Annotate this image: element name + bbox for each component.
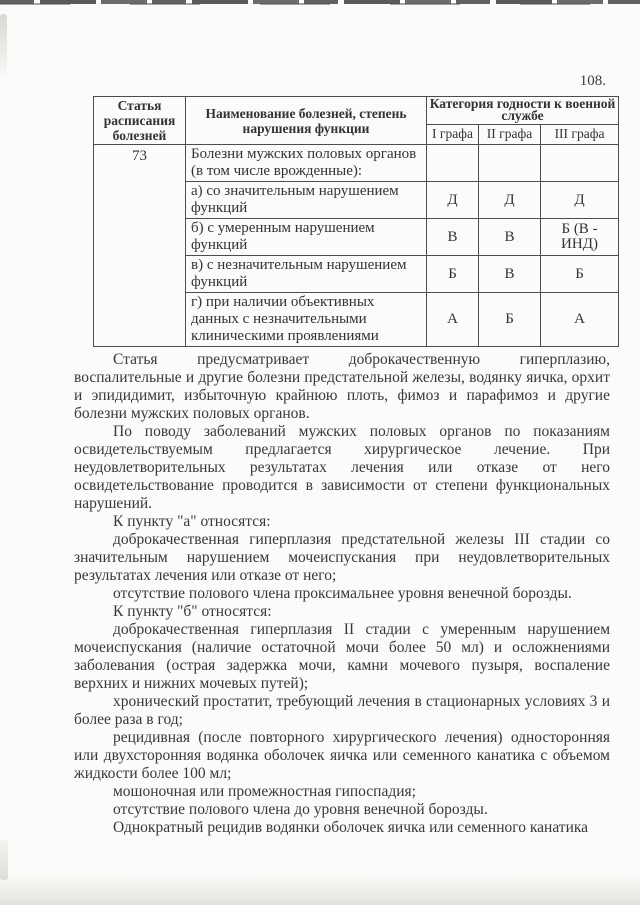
body-paragraph: доброкачественная гиперплазия II стадии с умеренным нарушением мочеиспускания (наличие остаточной мочи более 50 мл) и осложнениями заболевания (острая задержка мочи, камни мочевого пузыря, воспаление верхних и нижних мочевых путей); bbox=[74, 621, 610, 692]
disease-schedule-table bbox=[93, 96, 619, 347]
scan-left-smudge-top bbox=[0, 14, 7, 74]
grade-value-empty bbox=[541, 145, 619, 182]
header-category-col: Категория годности к военной службе bbox=[427, 97, 619, 125]
grade-value: Б bbox=[479, 293, 541, 347]
grade-value: Б bbox=[427, 256, 479, 293]
grade-value: В bbox=[479, 219, 541, 256]
body-paragraph: По поводу заболеваний мужских половых органов по показаниям освидетельствуемым предлагается хирургическое лечение. При неудовлетворительных результатах лечения или отказе от него освидетельствование проводится в зависимости от степени функциональных нарушений. bbox=[74, 423, 610, 512]
grade-value: Б (В - ИНД) bbox=[541, 219, 619, 256]
body-paragraph: К пункту "б" относятся: bbox=[113, 603, 272, 620]
header-article-col: Статья расписания болезней bbox=[94, 97, 186, 145]
grade-value: В bbox=[427, 219, 479, 256]
grade-value-empty bbox=[427, 145, 479, 182]
header-grade-2: II графа bbox=[479, 124, 541, 144]
grade-value: А bbox=[427, 293, 479, 347]
scan-top-edge-artifact-2 bbox=[0, 3, 640, 5]
body-paragraph: отсутствие полового члена до уровня венечной борозды. bbox=[113, 801, 488, 818]
article-body-text bbox=[74, 351, 610, 837]
page-number: 108. bbox=[579, 73, 606, 89]
header-grade-1: I графа bbox=[427, 124, 479, 144]
article-number-cell: 73 bbox=[94, 145, 186, 347]
row-name-b: б) с умеренным нарушением функций bbox=[186, 219, 427, 256]
row-name-a: а) со значительным нарушением функций bbox=[186, 182, 427, 219]
grade-value: Д bbox=[427, 182, 479, 219]
body-paragraph: К пункту "а" относятся: bbox=[113, 513, 271, 530]
scan-bottom-shadow bbox=[0, 875, 640, 905]
body-paragraph: Статья предусматривает доброкачественную гиперплазию, воспалительные и другие болезни предстательной железы, водянку яичка, орхит и эпидидимит, избыточную крайнюю плоть, фимоз и парафимоз и другие болезни мужских половых органов. bbox=[74, 351, 610, 422]
scan-left-smudge-bottom bbox=[0, 840, 8, 880]
body-paragraph: рецидивная (после повторного хирургического лечения) односторонняя или двухсторонняя водянка оболочек яичка или семенного канатика с объемом жидкости более 100 мл; bbox=[74, 729, 610, 782]
row-name-v: в) с незначительным нарушением функций bbox=[186, 256, 427, 293]
grade-value: Б bbox=[541, 256, 619, 293]
header-grade-3: III графа bbox=[541, 124, 619, 144]
grade-value: Д bbox=[541, 182, 619, 219]
body-paragraph: мошоночная или промежностная гипоспадия; bbox=[113, 783, 416, 800]
row-name-g: г) при наличии объективных данных с незначительными клиническими проявлениями bbox=[186, 293, 427, 347]
body-paragraph: доброкачественная гиперплазия предстательной железы III стадии со значительным нарушением мочеиспускания при неудовлетворительных результатах лечения или отказе от него; bbox=[74, 531, 610, 584]
grade-value: Д bbox=[479, 182, 541, 219]
grade-value: В bbox=[479, 256, 541, 293]
body-paragraph: Однократный рецидив водянки оболочек яичка или семенного канатика bbox=[113, 819, 589, 836]
header-disease-col: Наименование болезней, степень нарушения функции bbox=[186, 97, 427, 145]
body-paragraph: отсутствие полового члена проксимальнее уровня венечной борозды. bbox=[113, 585, 572, 602]
body-paragraph: хронический простатит, требующий лечения в стационарных условиях 3 и более раза в год; bbox=[74, 693, 610, 728]
group-title-cell: Болезни мужских половых органов (в том числе врожденные): bbox=[186, 145, 427, 182]
grade-value-empty bbox=[479, 145, 541, 182]
grade-value: А bbox=[541, 293, 619, 347]
